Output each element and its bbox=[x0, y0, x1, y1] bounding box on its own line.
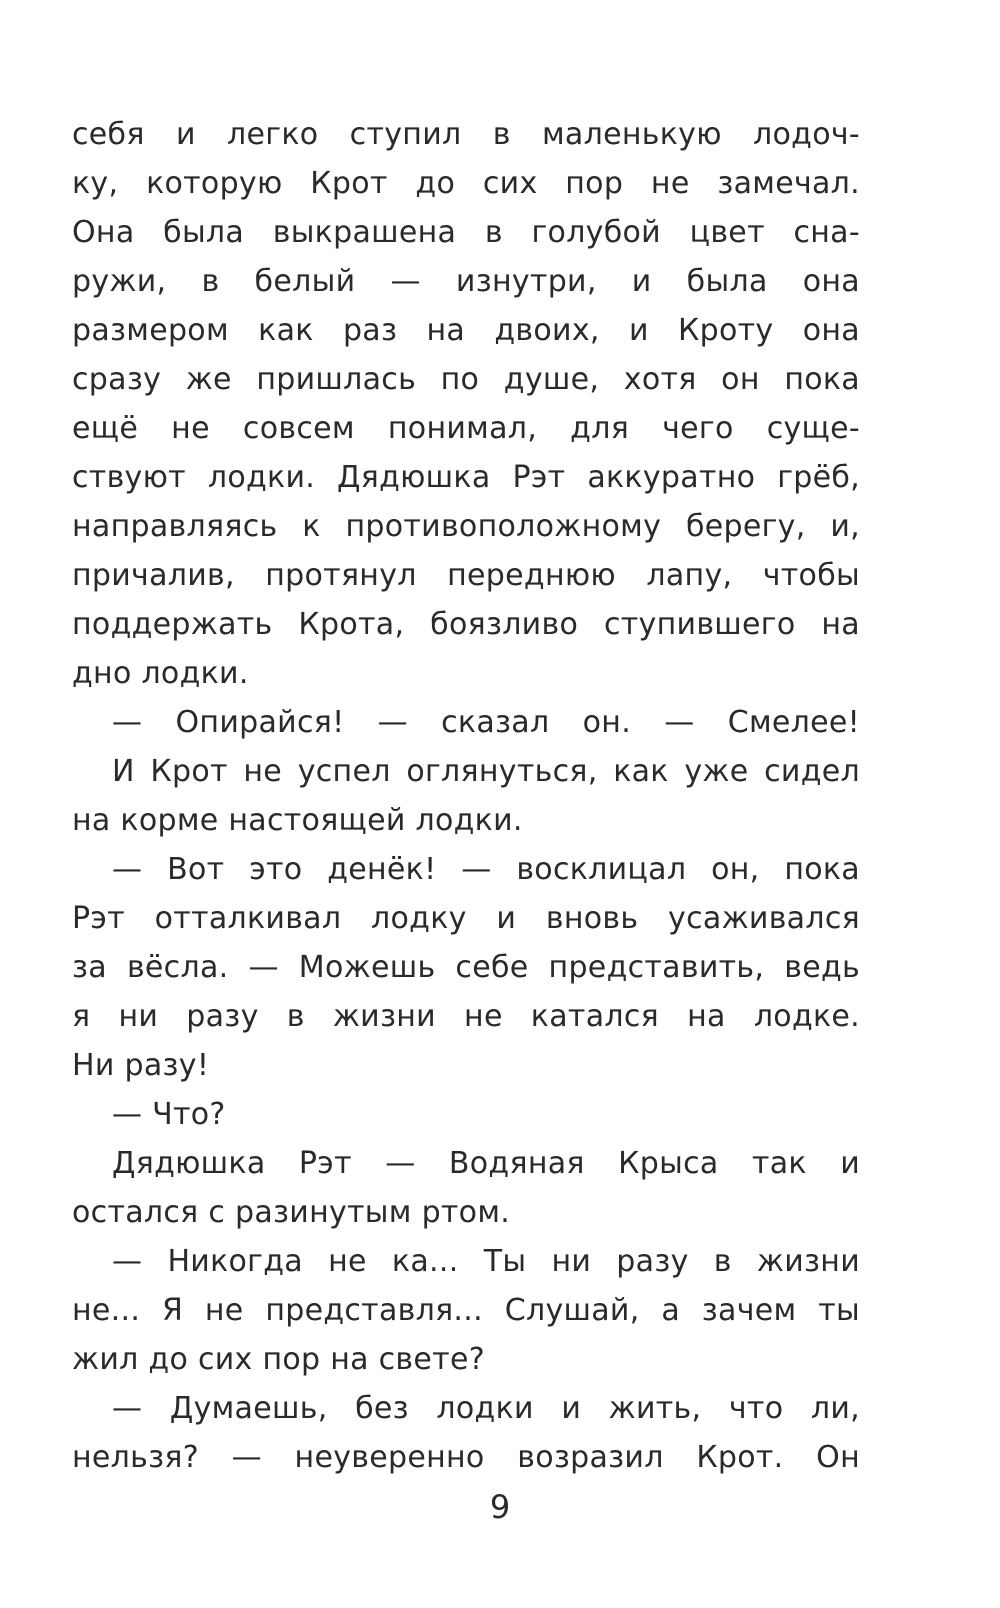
text-line: размером как раз на двоих, и Кроту она bbox=[72, 313, 860, 348]
text-line: ещё не совсем понимал, для чего суще- bbox=[72, 411, 860, 446]
text-line: направляясь к противоположному берегу, и, bbox=[72, 509, 860, 544]
page-number: 9 bbox=[489, 1488, 511, 1526]
text-line: остался с разинутым ртом. bbox=[72, 1195, 511, 1230]
text-line: И Крот не успел оглянуться, как уже сидел bbox=[112, 754, 860, 789]
text-line: нельзя? — неуверенно возразил Крот. Он bbox=[72, 1440, 860, 1475]
text-line: на корме настоящей лодки. bbox=[72, 803, 523, 838]
text-line: за вёсла. — Можешь себе представить, ведь bbox=[72, 950, 860, 985]
text-line: ку, которую Крот до сих пор не замечал. bbox=[72, 166, 860, 201]
text-line: Рэт отталкивал лодку и вновь усаживался bbox=[72, 901, 860, 936]
text-line: — Никогда не ка... Ты ни разу в жизни bbox=[112, 1244, 860, 1279]
text-line: причалив, протянул переднюю лапу, чтобы bbox=[72, 558, 860, 593]
body-text bbox=[72, 110, 860, 1482]
text-line: Дядюшка Рэт — Водяная Крыса так и bbox=[112, 1146, 860, 1181]
text-line: Она была выкрашена в голубой цвет сна- bbox=[72, 215, 860, 250]
text-line: я ни разу в жизни не катался на лодке. bbox=[72, 999, 860, 1034]
text-line: поддержать Крота, боязливо ступившего на bbox=[72, 607, 860, 642]
text-line: — Что? bbox=[112, 1097, 226, 1132]
text-line: — Думаешь, без лодки и жить, что ли, bbox=[112, 1391, 860, 1426]
text-line: ствуют лодки. Дядюшка Рэт аккуратно грёб, bbox=[72, 460, 860, 495]
text-line: ружи, в белый — изнутри, и была она bbox=[72, 264, 860, 299]
text-line: себя и легко ступил в маленькую лодоч- bbox=[72, 117, 860, 152]
text-line: дно лодки. bbox=[72, 656, 249, 691]
text-line: — Опирайся! — сказал он. — Смелее! bbox=[112, 705, 860, 740]
text-line: Ни разу! bbox=[72, 1048, 210, 1083]
text-line: жил до сих пор на свете? bbox=[72, 1342, 485, 1377]
text-line: сразу же пришлась по душе, хотя он пока bbox=[72, 362, 860, 397]
text-line: — Вот это денёк! — восклицал он, пока bbox=[112, 852, 860, 887]
text-line: не... Я не представля... Слушай, а зачем ты bbox=[72, 1293, 860, 1328]
